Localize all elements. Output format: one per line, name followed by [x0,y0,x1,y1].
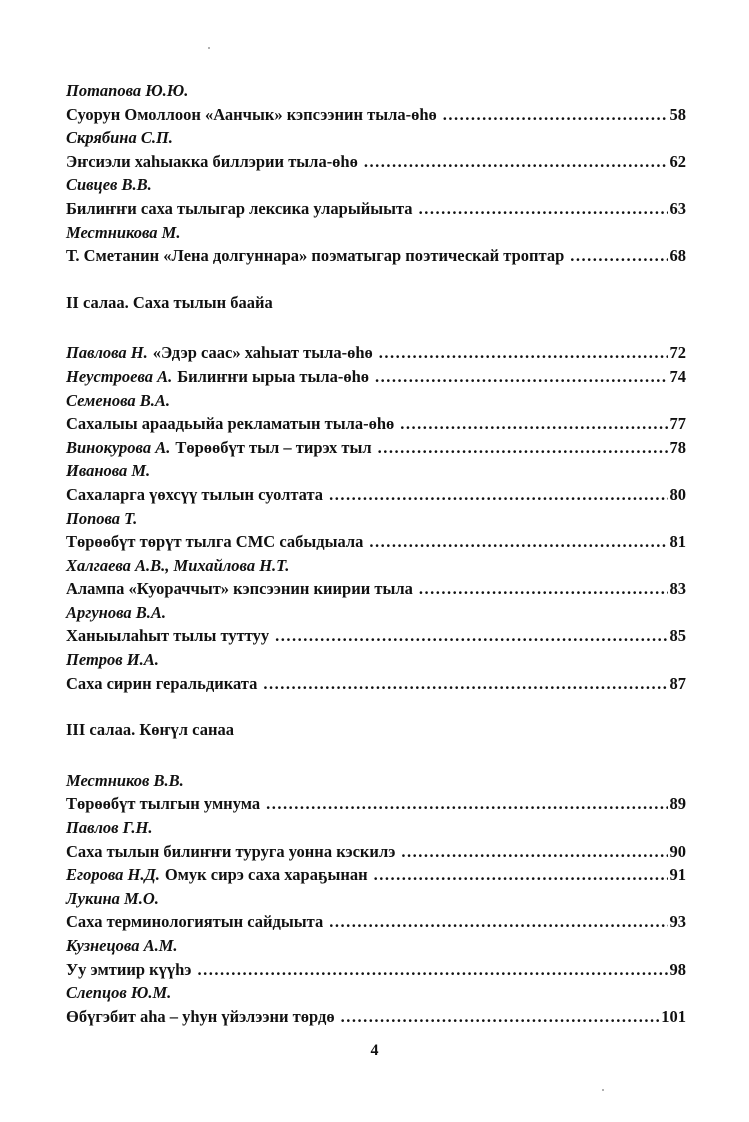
toc-entry-page: 74 [669,366,686,386]
toc-entry [66,244,686,268]
table-of-contents [66,79,686,1028]
dot-leader [375,365,667,389]
toc-entry-title: Саха сирин геральдиката [66,673,258,693]
toc-entry-page: 78 [669,437,686,457]
toc-entry [66,624,686,648]
toc-author: Кузнецова А.М. [66,936,178,955]
toc-author: Халгаева А.В., Михайлова Н.Т. [66,555,290,575]
toc-entry-title: Саха тылын билиҥҥи туруга уонна кэскилэ [66,841,396,861]
toc-entry [66,577,686,601]
toc-entry-page: 72 [669,343,686,363]
toc-entry [66,910,686,934]
dot-leader [419,577,668,601]
dot-leader [275,624,667,648]
toc-author: Попова Т. [66,508,138,528]
toc-author: Потапова Ю.Ю. [66,81,189,100]
toc-author: Лукина М.О. [66,888,159,908]
dot-leader [443,103,668,127]
toc-entry [66,672,686,696]
section-heading: II салаа. Саха тылын баайа [66,292,273,312]
toc-entry-title: Билиҥҥи саха тылыгар лексика уларыйыыта [66,198,413,218]
toc-entry [66,341,686,365]
toc-entry-title: Сахаларга үөхсүү тылын суолтата [66,484,324,504]
toc-entry-author: Егорова Н.Д. [66,865,160,885]
toc-entry [66,103,686,127]
toc-entry-page: 101 [661,1006,686,1026]
toc-entry [66,150,686,174]
toc-entry [66,958,686,982]
toc-entry [66,1005,686,1029]
toc-entry-page: 80 [669,484,686,504]
dot-leader [329,910,667,934]
dot-leader [263,672,667,696]
dot-leader [369,530,667,554]
toc-entry [66,412,686,436]
toc-entry [66,436,686,460]
toc-entry-page: 83 [669,579,686,599]
toc-entry [66,792,686,816]
toc-entry-author: Павлова Н. [66,343,148,363]
toc-entry-title: Эҥсиэли хаһыакка биллэрии тыла-өһө [66,151,358,171]
dot-leader [266,792,667,816]
toc-entry [66,863,686,887]
toc-entry [66,365,686,389]
toc-entry-title: Төрөөбүт төрүт тылга СМС сабыдыала [66,532,364,552]
toc-author: Иванова М. [66,461,151,481]
toc-entry-page: 63 [669,198,686,218]
toc-entry-title: Сахалыы араадьыйа рекламатын тыла-өһө [66,414,395,434]
toc-entry-title: Омук сирэ саха хараҕынан [164,865,368,885]
toc-entry-title: Уу эмтиир күүһэ [66,959,192,979]
dot-leader [400,412,667,436]
dot-leader [378,436,668,460]
toc-author: Местникова М. [66,222,181,242]
toc-entry-page: 62 [669,151,686,171]
toc-entry-page: 90 [669,841,686,861]
toc-entry-page: 91 [669,865,686,885]
toc-entry [66,530,686,554]
toc-entry-page: 85 [669,626,686,646]
dot-leader [364,150,668,174]
toc-entry-author: Винокурова А. [66,437,171,457]
toc-entry [66,840,686,864]
page-number: 4 [370,1042,379,1059]
toc-author: Скрябина С.П. [66,128,173,148]
toc-entry-title: Алампа «Куораччыт» кэпсээнин киирии тыла [66,579,413,599]
toc-author: Аргунова В.А. [66,602,166,622]
toc-entry-title: Ханыылаһыт тылы туттуу [66,626,270,646]
toc-entry-title: Т. Сметанин «Лена долгуннара» поэматыгар поэтическай троптар [66,246,565,266]
dot-leader [570,244,667,268]
toc-entry [66,197,686,221]
toc-entry [66,483,686,507]
toc-entry-title: Саха терминологиятын сайдыыта [66,912,324,932]
toc-author: Слепцов Ю.М. [66,983,172,1003]
toc-author: Местников В.В. [66,770,184,790]
toc-entry-page: 98 [669,959,686,979]
toc-entry-title: Өбүгэбит аһа – уһун үйэлээни төрдө [66,1006,335,1026]
toc-entry-title: Төрөөбүт тыл – тирэх тыл [175,437,372,457]
toc-author: Петров И.А. [66,650,159,670]
toc-entry-page: 81 [669,532,686,552]
toc-entry-title: Билиҥҥи ырыа тыла-өһө [177,366,370,386]
toc-entry-page: 58 [669,104,686,124]
toc-entry-page: 68 [669,246,686,266]
dot-leader [329,483,667,507]
toc-entry-title: Төрөөбүт тылгын умнума [66,794,261,814]
toc-author: Сивцев В.В. [66,175,152,195]
scan-speck [208,47,210,49]
dot-leader [341,1005,660,1029]
dot-leader [197,958,667,982]
toc-author: Семенова В.А. [66,390,170,410]
scan-speck [602,1089,604,1091]
toc-entry-page: 89 [669,794,686,814]
toc-entry-author: Неустроева А. [66,366,173,386]
toc-entry-page: 93 [669,912,686,932]
dot-leader [374,863,668,887]
toc-entry-title: «Эдэр саас» хаһыат тыла-өһө [152,343,373,363]
toc-entry-title: Суорун Омоллоон «Аанчык» кэпсээнин тыла-өһө [66,104,437,124]
section-heading: III салаа. Көҥүл санаа [66,720,234,740]
toc-author: Павлов Г.Н. [66,818,153,838]
dot-leader [401,840,667,864]
toc-entry-page: 77 [669,414,686,434]
dot-leader [419,197,668,221]
dot-leader [379,341,668,365]
toc-entry-page: 87 [669,673,686,693]
